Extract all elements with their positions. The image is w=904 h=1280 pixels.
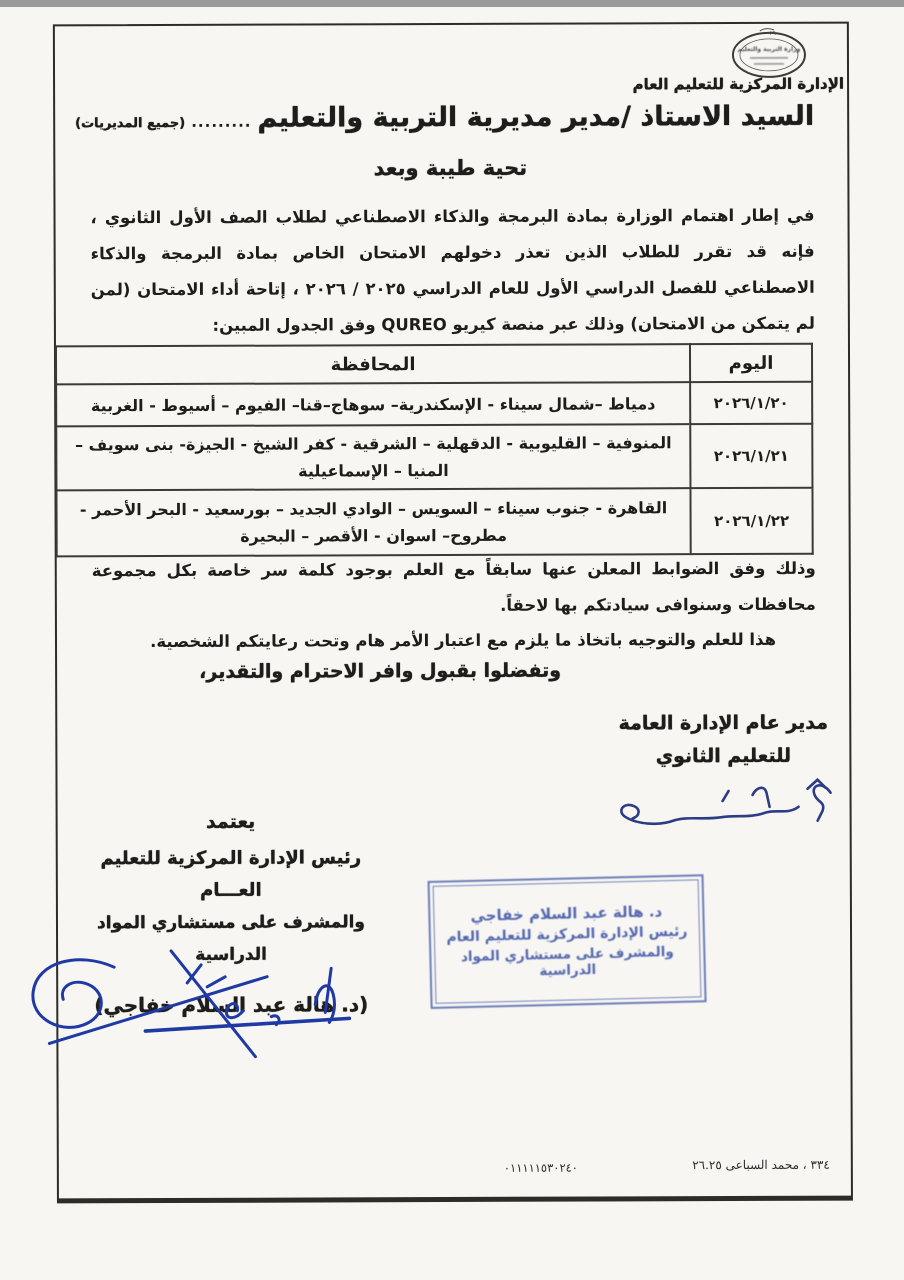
right-signatory-block <box>598 707 848 774</box>
stamp-line: رئيس الإدارة المركزية للتعليم العام <box>446 923 688 946</box>
stamp-text <box>433 879 702 1003</box>
closing-line: وذلك وفق الضوابط المعلن عنها سابقاً مع العلم بوجود كلمة سر خاصة بكل مجموعة محافظات <box>91 558 816 615</box>
recipient-dots: ......... <box>191 112 252 131</box>
stamp-line: د. هالة عبد السلام خفاجي <box>470 902 663 925</box>
column-header-day: اليوم <box>690 344 812 382</box>
handwritten-signature-right-icon <box>602 773 842 836</box>
left-signatory-subtitle: والمشرف على مستشاري المواد الدراسية <box>96 912 365 965</box>
day-cell: ٢٠٢٦/١/٢٢ <box>690 488 812 554</box>
left-signatory-name: (د. هالة عبد السلام خفاجي) <box>94 992 369 1018</box>
table-row <box>56 488 812 557</box>
body-line: ٢٠٢٥ / ٢٠٢٦ ، إتاحة أداء الامتحان (لمن لم يتمكن من الامتحان) وذلك عبر منصة كيريو QUREO وفق الجدول <box>90 279 815 335</box>
body-line: الذين تعذر دخولهم الامتحان الخاص بمادة البرمجة والذكاء الاصطناعي للفصل الدراسي الأول للعام الدراسي <box>90 242 815 299</box>
exam-schedule-table <box>55 343 814 558</box>
left-signatory-title: رئيس الإدارة المركزية للتعليم العـــام <box>100 847 362 901</box>
table-row <box>56 382 812 427</box>
closing-paragraph <box>92 551 816 626</box>
right-signatory-subtitle: للتعليم الثانوي <box>655 744 792 768</box>
handwritten-signature-left-icon <box>19 938 359 1064</box>
footer-reference: ٣٣٤ ، محمد السباعى ٢٦.٢٥ <box>692 1157 830 1173</box>
svg-text:٢٩: ٢٩ <box>769 29 776 37</box>
body-line: في إطار اهتمام الوزارة بمادة البرمجة والذكاء الاصطناعي لطلاب الصف الأول الثانوي ، فإنه قد تقرر للطلاب <box>90 205 815 262</box>
approval-label: يعتمد <box>205 810 256 833</box>
recipient-line <box>75 100 815 135</box>
governorates-cell: دمياط –شمال سيناء - الإسكندرية– سوهاج–قنا– الفيوم – أسيوط - الغربية <box>56 382 690 426</box>
column-header-governorate: المحافظة <box>56 344 690 384</box>
governorates-cell: المنوفية – القليوبية - الدقهلية – الشرقية - كفر الشيخ - الجيزة- بنى سويف – المنيا – الإسماعيلية <box>56 424 690 490</box>
table-header-row <box>56 344 812 385</box>
body-paragraph <box>90 198 814 345</box>
day-cell: ٢٠٢٦/١/٢١ <box>690 424 812 488</box>
recipient-note: (جميع المديريات) <box>75 115 186 132</box>
stamp-line: والمشرف على مستشاري المواد الدراسية <box>460 943 674 980</box>
approval-stamp <box>428 874 707 1009</box>
greeting: تحية طيبة وبعد <box>373 155 528 181</box>
body-line: المبين: <box>212 315 271 335</box>
ministry-emblem-icon <box>730 27 808 79</box>
table-row <box>56 424 812 491</box>
closing-line: وسنوافى سيادتكم بها لاحقاً. <box>500 595 733 615</box>
right-signatory-title: مدير عام الإدارة العامة <box>618 711 829 735</box>
day-cell: ٢٠٢٦/١/٢٠ <box>690 382 812 424</box>
emblem-text: وزارة التربية والتعليم <box>737 45 801 53</box>
department-name: الإدارة المركزية للتعليم العام <box>632 74 845 94</box>
closing-note: هذا للعلم والتوجيه باتخاذ ما يلزم مع اعتبار الأمر هام وتحت رعايتكم الشخصية. <box>150 629 777 652</box>
governorates-cell: القاهرة - جنوب سيناء – السويس – الوادي الجديد – بورسعيد - البحر الأحمر - مطروح– اسوان - الأقصر – البحيرة <box>56 488 690 556</box>
footer-phone-number: ٠١١١١١٥٣٠٢٤٠ <box>503 1160 578 1175</box>
salutation: وتفضلوا بقبول وافر الاحترام والتقدير، <box>199 659 562 683</box>
recipient-title: السيد الاستاذ /مدير مديرية التربية والتعليم <box>257 100 815 134</box>
